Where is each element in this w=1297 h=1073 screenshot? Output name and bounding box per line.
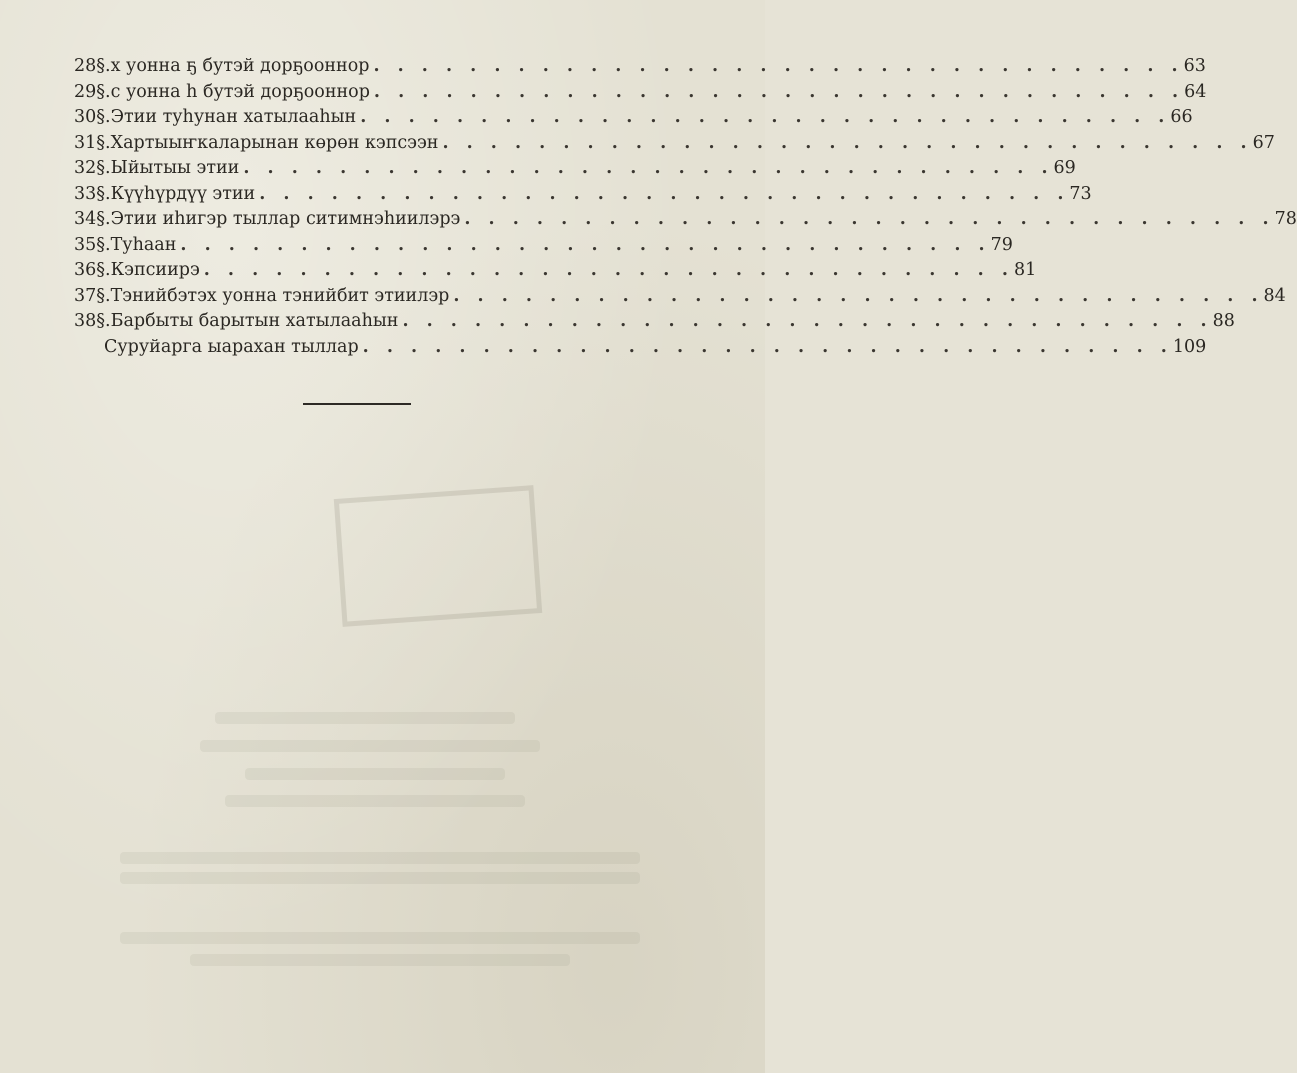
entry-title: Хартыыҥкаларынан көрөн кэпсээн xyxy=(110,132,439,153)
entry-title: с уонна h бутэй дорҕооннор xyxy=(110,81,370,102)
toc-entry xyxy=(74,105,1193,131)
entry-title: Суруйарга ыарахан тыллар xyxy=(104,336,359,357)
closing-rule xyxy=(303,403,411,405)
entry-page: 79 xyxy=(990,234,1013,255)
entry-title: Ыйытыы этии xyxy=(110,158,240,178)
bleed-through-line xyxy=(120,852,640,864)
entry-page: 69 xyxy=(1053,158,1076,178)
dot-leader: . . . . . . . . . . . . . . . . . . . . . . . . . . . . . . . . . . xyxy=(203,260,1014,280)
entry-title: Күүhүрдүү этии xyxy=(110,183,256,204)
dot-leader: . . . . . . . . . . . . . . . . . . . . . . . . . . . . . . . . . . xyxy=(362,336,1173,357)
entry-title: Кэпсиирэ xyxy=(110,260,200,280)
dot-leader: . . . . . . . . . . . . . . . . . . . . . . . . . . . . . . . . . . xyxy=(464,209,1275,229)
entry-title: Тэнийбэтэх уонна тэнийбит этиилэр xyxy=(110,285,450,306)
entry-number: 37 xyxy=(74,285,97,306)
bleed-through-line xyxy=(120,932,640,944)
bleed-through-line xyxy=(215,712,515,724)
toc-entry xyxy=(74,131,1275,157)
toc-entry xyxy=(74,309,1235,335)
bleed-through-line xyxy=(120,872,640,884)
entry-title: x уонна ҕ бутэй дорҕооннор xyxy=(110,56,370,76)
toc-entry xyxy=(74,258,1037,284)
entry-title: Этии туhунан хатылааhын xyxy=(110,107,357,127)
dot-leader: . . . . . . . . . . . . . . . . . . . . . . . . . . . . . . . . . . xyxy=(453,285,1264,306)
toc-entry xyxy=(74,156,1076,182)
toc-entry xyxy=(74,207,1297,233)
toc-entry xyxy=(74,80,1207,106)
entry-page: 64 xyxy=(1184,81,1207,102)
toc-entry xyxy=(74,182,1092,208)
section-sign: §. xyxy=(96,311,111,331)
section-sign: §. xyxy=(96,234,111,255)
table-of-contents xyxy=(74,54,1297,360)
entry-title: Барбыты барытын хатылааhын xyxy=(110,311,399,331)
entry-number: 32 xyxy=(74,158,97,178)
dot-leader: . . . . . . . . . . . . . . . . . . . . . . . . . . . . . . . . . . xyxy=(243,158,1054,178)
dot-leader: . . . . . . . . . . . . . . . . . . . . . . . . . . . . . . . . . . xyxy=(442,132,1253,153)
section-sign: §. xyxy=(96,107,111,127)
entry-number: 33 xyxy=(74,183,97,204)
dot-leader: . . . . . . . . . . . . . . . . . . . . . . . . . . . . . . . . . . xyxy=(259,183,1070,204)
section-sign: §. xyxy=(96,132,111,153)
section-sign: §. xyxy=(96,158,111,178)
entry-number: 30 xyxy=(74,107,97,127)
dot-leader: . . . . . . . . . . . . . . . . . . . . . . . . . . . . . . . . . . xyxy=(373,56,1184,76)
entry-page: 88 xyxy=(1212,311,1235,331)
toc-entry xyxy=(74,54,1206,80)
entry-number: 28 xyxy=(74,56,97,76)
bleed-through-line xyxy=(200,740,540,752)
dot-leader: . . . . . . . . . . . . . . . . . . . . . . . . . . . . . . . . . . xyxy=(360,107,1171,127)
bleed-through-line xyxy=(190,954,570,966)
entry-title: Этии иhигэр тыллар ситимнэhиилэрэ xyxy=(110,209,461,229)
dot-leader: . . . . . . . . . . . . . . . . . . . . . . . . . . . . . . . . . . xyxy=(402,311,1213,331)
entry-title: Туhаан xyxy=(110,234,177,255)
section-sign: §. xyxy=(96,209,111,229)
dot-leader: . . . . . . . . . . . . . . . . . . . . . . . . . . . . . . . . . . xyxy=(180,234,991,255)
entry-number: 29 xyxy=(74,81,97,102)
toc-entry xyxy=(74,233,1013,259)
entry-page: 84 xyxy=(1263,285,1286,306)
entry-page: 66 xyxy=(1170,107,1193,127)
toc-entry xyxy=(74,284,1286,310)
entry-page: 78 xyxy=(1274,209,1297,229)
entry-number: 34 xyxy=(74,209,97,229)
section-sign: §. xyxy=(96,260,111,280)
entry-page: 73 xyxy=(1069,183,1092,204)
section-sign: §. xyxy=(96,285,111,306)
section-sign: §. xyxy=(96,81,111,102)
section-sign: §. xyxy=(96,183,111,204)
entry-page: 109 xyxy=(1172,336,1207,357)
entry-page: 63 xyxy=(1183,56,1206,76)
toc-appendix-entry xyxy=(74,335,1207,361)
entry-number: 38 xyxy=(74,311,97,331)
faded-library-stamp xyxy=(334,485,542,627)
bleed-through-line xyxy=(225,795,525,807)
entry-number: 36 xyxy=(74,260,97,280)
dot-leader: . . . . . . . . . . . . . . . . . . . . . . . . . . . . . . . . . . xyxy=(373,81,1185,102)
entry-number: 31 xyxy=(74,132,97,153)
section-sign: §. xyxy=(96,56,111,76)
entry-page: 67 xyxy=(1252,132,1275,153)
bleed-through-line xyxy=(245,768,505,780)
entry-page: 81 xyxy=(1013,260,1037,280)
entry-number: 35 xyxy=(74,234,97,255)
